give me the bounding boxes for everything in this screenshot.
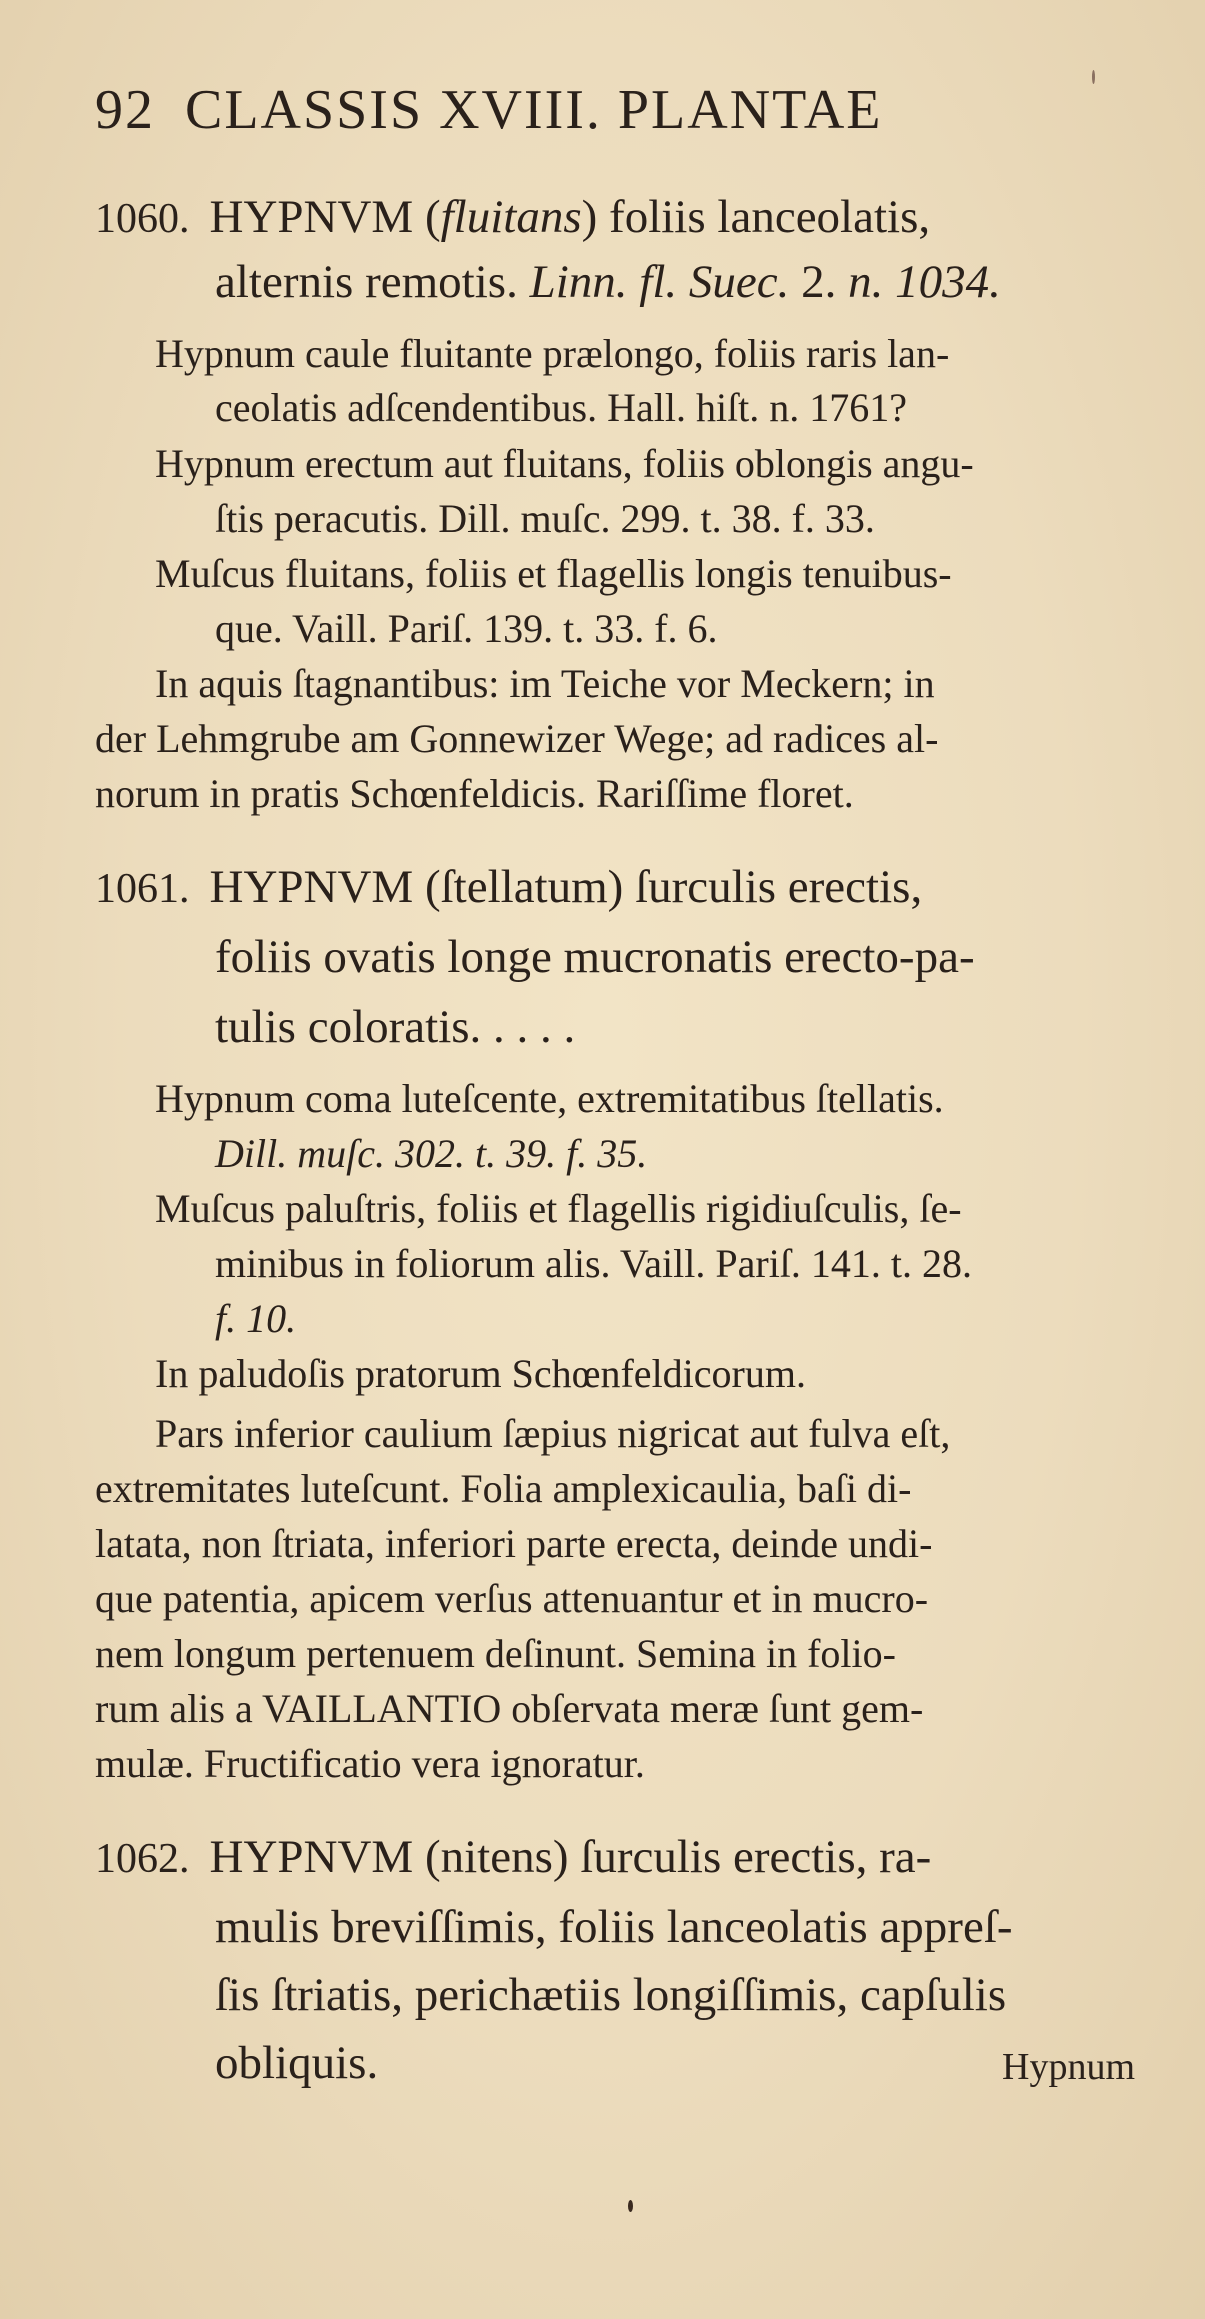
habitat-line: norum in pratis Schœnfeldicis. Rariſſime floret. [95,771,854,816]
synonym-line: Hypnum caule fluitante prælongo, foliis raris lan- [155,331,950,376]
synonym-line: Muſcus paluſtris, foliis et flagellis rigidiuſculis, ſe- [155,1186,962,1231]
synonym-line: Dill. muſc. 302. t. 39. f. 35. [215,1131,648,1176]
entry-1062-line-3: ſis ſtriatis, perichætiis longiſſimis, capſulis [215,1969,1007,2021]
synonym-line: Muſcus fluitans, foliis et flagellis longis tenuibus- [155,551,952,596]
description-line: Pars inferior caulium ſæpius nigricat aut fulva eſt, [155,1411,951,1456]
synonym-line: Hypnum erectum aut fluitans, foliis oblongis angu- [155,441,974,486]
entry-1062-line-1: 1062. HYPNVM (nitens) ſurculis erectis, ra- [95,1831,932,1883]
synonym-line: Hypnum coma luteſcente, extremitatibus ſtellatis. [155,1076,944,1121]
description-line: extremitates luteſcunt. Folia amplexicaulia, baſi di- [95,1466,912,1511]
synonym-line: ſtis peracutis. Dill. muſc. 299. t. 38. f. 33. [215,496,875,541]
entry-number: 1061. [95,866,190,912]
synonym-line: ceolatis adſcendentibus. Hall. hiſt. n. 1761? [215,385,908,430]
description-line: que patentia, apicem verſus attenuantur et in mucro- [95,1576,929,1621]
ink-speck [1092,70,1095,84]
entry-1061-line-2: foliis ovatis longe mucronatis erecto-pa- [215,931,975,983]
running-header [95,78,883,142]
habitat-line: der Lehmgrube am Gonnewizer Wege; ad radices al- [95,716,939,761]
entry-number: 1062. [95,1836,190,1882]
description-line: rum alis a VAILLANTIO obſervata meræ ſunt gem- [95,1686,924,1731]
synonym-line: f. 10. [215,1296,297,1341]
entry-1062-line-2: mulis breviſſimis, foliis lanceolatis appreſ- [215,1901,1013,1953]
entry-1061-line-3: tulis coloratis. . . . . [215,1001,576,1053]
page-number: 92 [95,79,155,141]
synonym-line: minibus in foliorum alis. Vaill. Pariſ. 141. t. 28. [215,1241,973,1286]
entry-1060-line-1: 1060. HYPNVM (fluitans) foliis lanceolatis, [95,191,931,243]
description-line: mulæ. Fructificatio vera ignoratur. [95,1741,645,1786]
entry-number: 1060. [95,196,190,242]
description-line: nem longum pertenuem deſinunt. Semina in folio- [95,1631,896,1676]
ink-speck [628,2200,633,2212]
catchword: Hypnum [1002,2046,1135,2088]
entry-1061-line-1: 1061. HYPNVM (ſtellatum) ſurculis erectis, [95,861,923,913]
header-title: CLASSIS XVIII. PLANTAE [185,79,883,141]
entry-1062-line-4: obliquis. [215,2037,379,2089]
synonym-line: que. Vaill. Pariſ. 139. t. 33. f. 6. [215,606,718,651]
entry-1060-line-2: alternis remotis. Linn. fl. Suec. 2. n. 1034. [215,256,1001,308]
habitat-line: In aquis ſtagnantibus: im Teiche vor Meckern; in [155,661,935,706]
habitat-line: In paludoſis pratorum Schœnfeldicorum. [155,1351,806,1396]
description-line: latata, non ſtriata, inferiori parte erecta, deinde undi- [95,1521,933,1566]
